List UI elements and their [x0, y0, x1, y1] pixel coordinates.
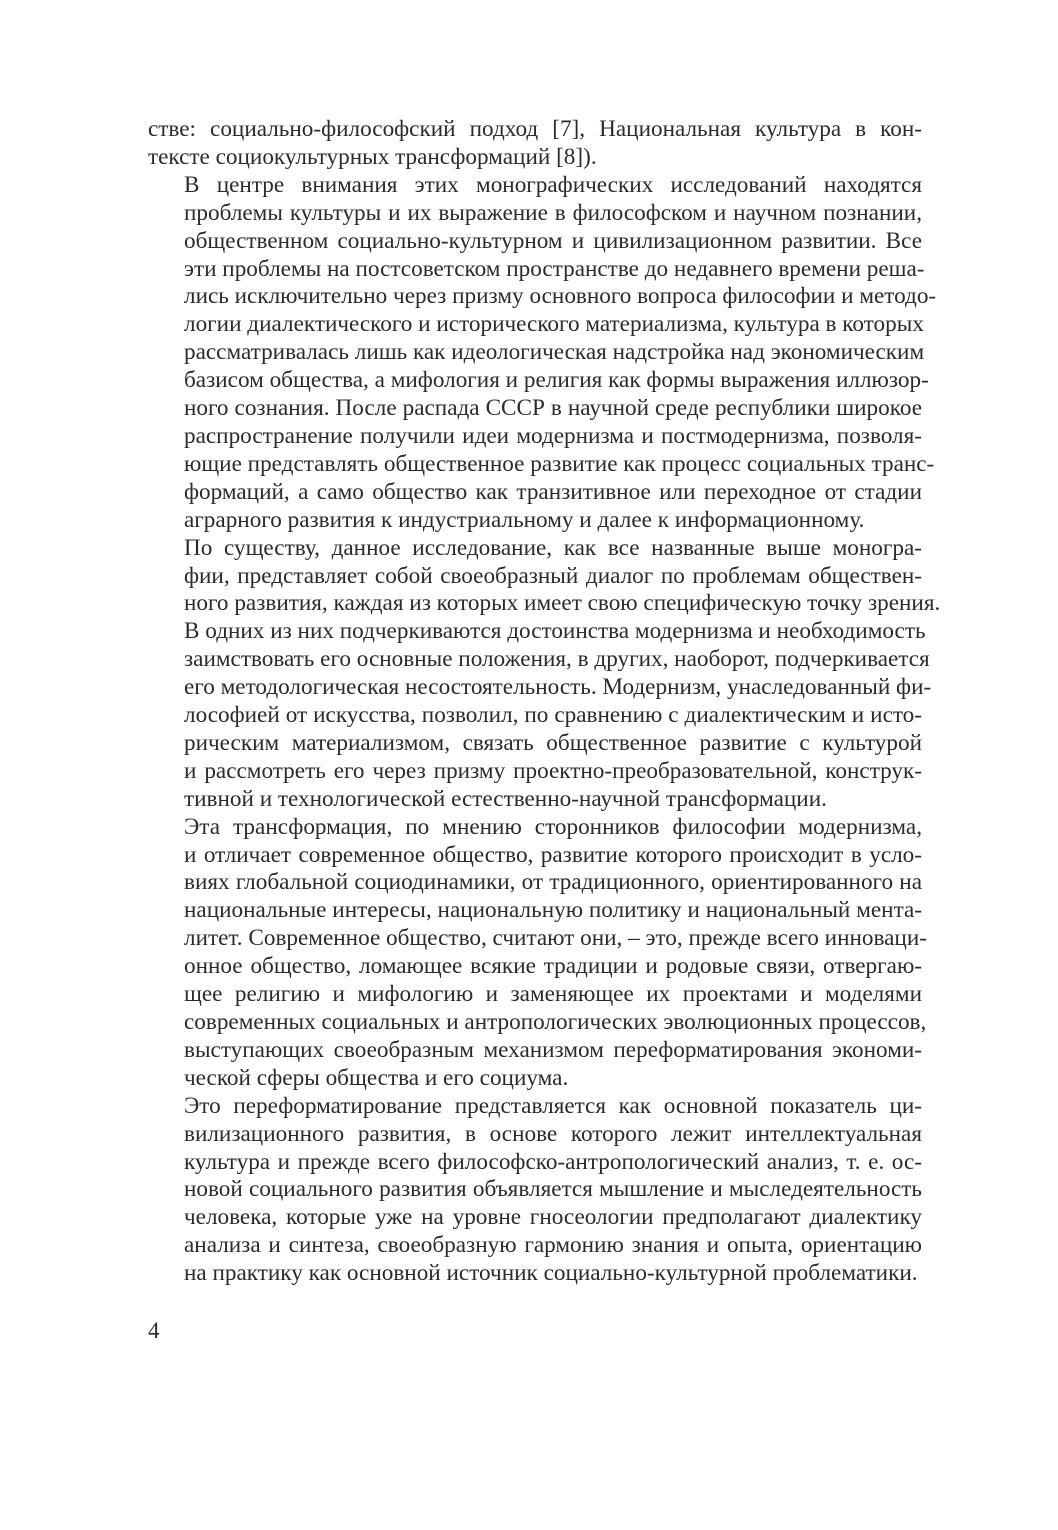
text-line: современных социальных и антропологических эволюционных процессов, — [184, 1009, 927, 1035]
text-line: тексте социокультурных трансформаций [8]). — [148, 143, 597, 170]
text-line: ного сознания. После распада СССР в научной среде республики широкое — [184, 395, 922, 422]
text-line: новой социального развития объявляется мышление и мыследеятельность — [184, 1176, 922, 1203]
paragraph — [148, 813, 927, 1093]
text-line: По существу, данное исследование, как все названные выше моногра- — [184, 534, 922, 561]
text-line: эти проблемы на постсоветском пространстве до недавнего времени реша- — [184, 255, 925, 282]
text-line: лись исключительно через призму основного вопроса философии и методо- — [184, 283, 937, 310]
text-line: распространение получили идеи модернизма и постмодернизма, позволя- — [184, 422, 922, 449]
text-line: стве: социально-философский подход [7], Национальная культура в кон- — [148, 116, 922, 142]
text-line: рическим материализмом, связать общественное развитие с культурой — [184, 729, 922, 756]
text-line: базисом общества, а мифология и религия как формы выражения иллюзор- — [184, 367, 929, 394]
text-line: щее религию и мифологию и заменяющее их проектами и моделями — [184, 981, 922, 1008]
paragraph — [148, 534, 941, 814]
text-line: ческой сферы общества и его социума. — [184, 1064, 569, 1091]
text-line: логии диалектического и исторического материализма, культура в которых — [184, 311, 924, 338]
page-number: 4 — [148, 1318, 160, 1343]
paragraph — [148, 116, 922, 172]
text-line: Эта трансформация, по мнению сторонников философии модернизма, — [184, 813, 922, 840]
paragraph — [148, 171, 937, 535]
text-line: аграрного развития к индустриальному и далее к информационному. — [184, 506, 865, 533]
text-line: и отличает современное общество, развитие которого происходит в усло- — [184, 841, 922, 868]
text-line: В центре внимания этих монографических исследований находятся — [184, 171, 922, 198]
text-line: выступающих своеобразным механизмом переформатирования экономи- — [184, 1036, 922, 1063]
text-line: онное общество, ломающее всякие традиции и родовые связи, отвергаю- — [184, 953, 922, 980]
text-line: общественном социально-культурном и цивилизационном развитии. Все — [184, 227, 922, 254]
text-line: лософией от искусства, позволил, по сравнению с диалектическим и исто- — [184, 702, 922, 729]
text-line: Это переформатирование представляется как основной показатель ци- — [184, 1092, 922, 1119]
paragraph — [148, 1093, 922, 1288]
text-line: национальные интересы, национальную политику и национальный мента- — [184, 897, 922, 924]
text-line: фии, представляет собой своеобразный диалог по проблемам обществен- — [184, 562, 922, 589]
body-text — [148, 116, 941, 1288]
text-line: анализа и синтеза, своеобразную гармонию знания и опыта, ориентацию — [184, 1232, 922, 1259]
text-line: В одних из них подчеркиваются достоинства модернизма и необходимость — [184, 618, 926, 645]
text-line: заимствовать его основные положения, в других, наоборот, подчеркивается — [184, 646, 930, 673]
text-line: вилизационного развития, в основе которого лежит интеллектуальная — [184, 1120, 922, 1147]
text-line: ющие представлять общественное развитие как процесс социальных транс- — [184, 450, 935, 477]
text-line: человека, которые уже на уровне гносеологии предполагают диалектику — [184, 1204, 922, 1231]
text-line: проблемы культуры и их выражение в философском и научном познании, — [184, 199, 922, 226]
text-line: ного развития, каждая из которых имеет свою специфическую точку зрения. — [184, 590, 941, 617]
text-line: на практику как основной источник социально-культурной проблематики. — [184, 1260, 918, 1287]
text-line: формаций, а само общество как транзитивное или переходное от стадии — [184, 478, 922, 505]
text-line: литет. Современное общество, считают они, – это, прежде всего инноваци- — [184, 925, 927, 952]
text-line: тивной и технологической естественно-научной трансформации. — [184, 785, 827, 812]
text-line: и рассмотреть его через призму проектно-преобразовательной, конструк- — [184, 757, 922, 784]
text-line: виях глобальной социодинамики, от традиционного, ориентированного на — [184, 869, 922, 896]
text-line: культура и прежде всего философско-антропологический анализ, т. е. ос- — [184, 1148, 922, 1175]
text-line: его методологическая несостоятельность. Модернизм, унаследованный фи- — [184, 674, 932, 701]
text-line: рассматривалась лишь как идеологическая надстройка над экономическим — [184, 339, 925, 366]
